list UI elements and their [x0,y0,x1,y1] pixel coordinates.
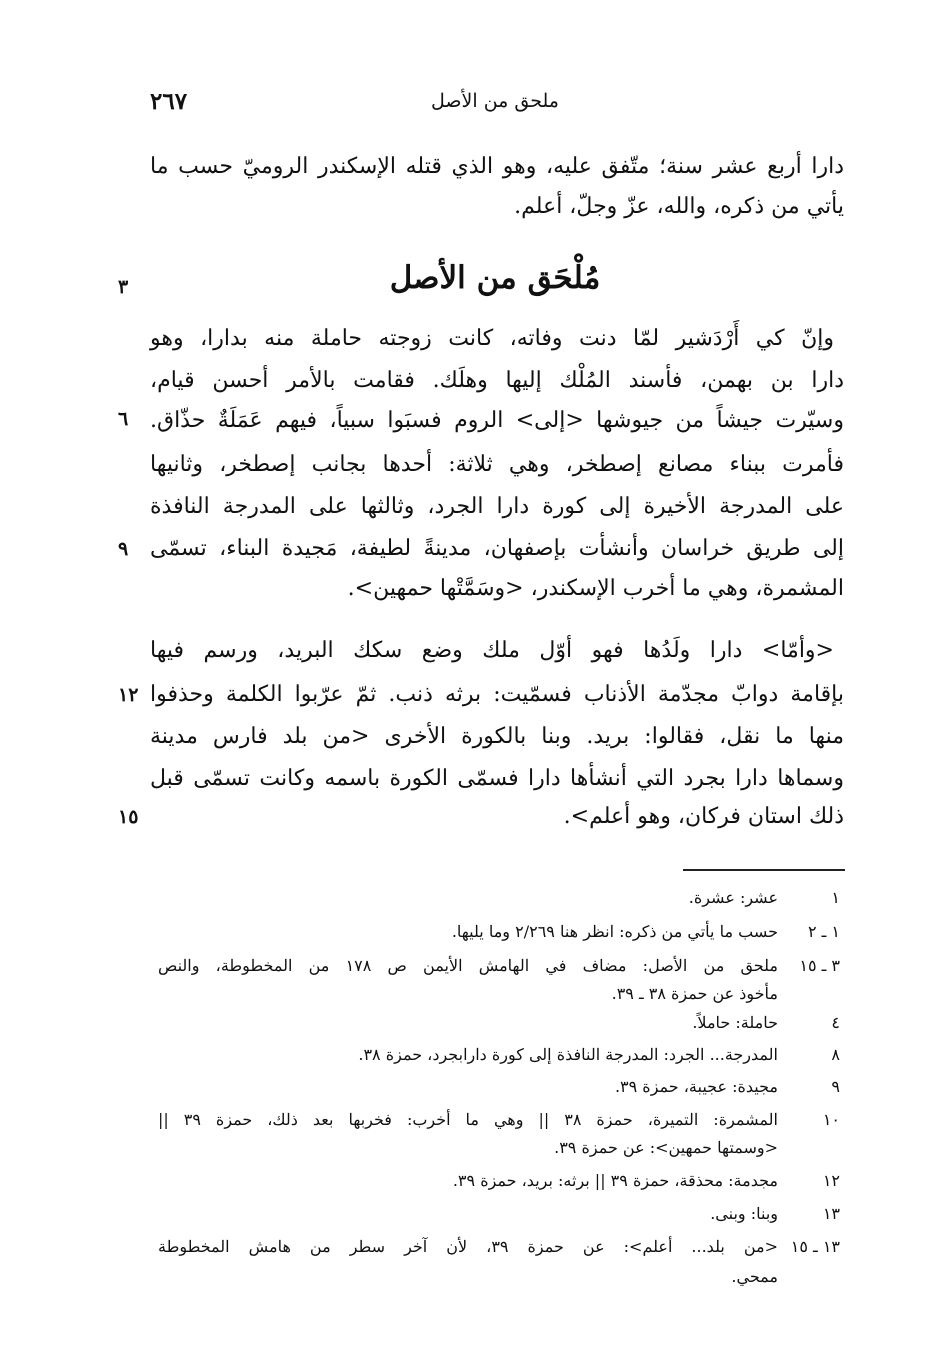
paragraph-line: وسيّرت جيشاً من جيوشها <إلى> الروم فسبَوا سبياً، فيهم عَمَلَةٌ حذّاق. [150,408,844,433]
running-header [150,88,840,122]
footnote-number: ١٠ [822,1110,840,1129]
footnote-text: المشمرة: التميرة، حمزة ٣٨ || وهي ما أخرب: فخربها بعد ذلك، حمزة ٣٩ || [158,1110,778,1129]
intro-line: يأتي من ذكره، والله، عزّ وجلّ، أعلم. [514,194,844,219]
footnote-number: ١٣ ـ ١٥ [790,1237,840,1256]
paragraph-line: منها ما نقل، فقالوا: بريد. وبنا بالكورة الأخرى <من بلد فارس مدينة [150,724,844,749]
footnote-text: وبنا: وبنى. [710,1204,778,1223]
footnote-text: مجيدة: عجيبة، حمزة ٣٩. [614,1077,778,1096]
footnote-number: ١ [831,888,840,907]
paragraph-line: بإقامة دوابّ مجدّمة الأذناب فسمّيت: برثه ذنب. ثمّ عرّبوا الكلمة وحذفوا [150,682,844,707]
footnote-text: المدرجة... الجرد: المدرجة النافذة إلى كورة دارابجرد، حمزة ٣٨. [358,1045,778,1064]
footnote [150,1040,840,1070]
footnote [150,951,840,981]
paragraph-line: المشمرة، وهي ما أخرب الإسكندر، <وسَمَّتْها حمهين>. [347,576,844,601]
page-number: ٢٦٧ [150,88,188,115]
footnote-number: ١ ـ ٢ [807,922,840,941]
footnote-separator [683,869,845,871]
paragraph-line: وسماها دارا بجرد التي أنشأها دارا فسمّى الكورة باسمه وكانت تسمّى قبل [150,766,844,791]
paragraph-line: إلى طريق خراسان وأنشأت بإصفهان، مدينةً لطيفة، مَجيدة البناء، تسمّى [150,536,844,561]
paragraph-line: فأمرت ببناء مصانع إصطخر، وهي ثلاثة: أحدها بجانب إصطخر، وثانيها [150,452,844,477]
footnote-number: ٤ [831,1013,840,1032]
footnote [150,883,840,913]
margin-line-number: ٦ [118,408,129,430]
footnote-text: حسب ما يأتي من ذكره: انظر هنا ٢/٢٦٩ وما يليها. [451,922,778,941]
footnote-text: ملحق من الأصل: مضاف في الهامش الأيمن ص ١٧٨ من المخطوطة، والنص [158,956,779,975]
footnote [150,1166,840,1196]
margin-line-number: ١٢ [118,684,139,706]
footnote-number: ١٢ [822,1171,840,1190]
intro-line: دارا أربع عشر سنة؛ متّفق عليه، وهو الذي قتله الإسكندر الروميّ حسب ما [150,154,844,179]
paragraph-line: <وأمّا> دارا ولَدُها فهو أوّل ملك وضع سكك البريد، ورسم فيها [150,638,834,663]
footnote-text: مجدمة: محذقة، حمزة ٣٩ || برثه: بريد، حمزة ٣٩. [452,1171,778,1190]
footnote-text: عشر: عشرة. [688,888,778,907]
margin-line-number: ٩ [118,538,129,560]
paragraph-line: على المدرجة الأخيرة إلى كورة دارا الجرد، وثالثها على المدرجة النافذة [150,494,844,519]
paragraph-line: ذلك استان فركان، وهو أعلم>. [563,804,844,829]
footnote-continuation: مأخوذ عن حمزة ٣٨ ـ ٣٩. [611,984,778,1003]
footnote [150,917,840,947]
margin-line-number: ١٥ [118,806,139,828]
footnote-text: حاملة: حاملاً. [692,1013,778,1032]
footnote [150,1008,840,1038]
footnote [150,1105,840,1135]
footnote-number: ٨ [831,1045,840,1064]
section-title: مُلْحَق من الأصل [389,260,601,296]
footnote-text: <من بلد... أعلم>: عن حمزة ٣٩، لأن آخر سطر من هامش المخطوطة [158,1237,778,1256]
footnote-continuation: ممحي. [731,1267,778,1286]
paragraph-line: وإنّ كي أَرْدَشير لمّا دنت وفاته، كانت زوجته حاملة منه بدارا، وهو [150,326,834,351]
running-title: ملحق من الأصل [431,90,559,112]
footnote-continuation: <وسمتها حمهين>: عن حمزة ٣٩. [554,1138,778,1157]
footnote-number: ١٣ [822,1204,840,1223]
footnote-number: ٣ ـ ١٥ [799,956,840,975]
footnote-number: ٩ [831,1077,840,1096]
footnote [150,1072,840,1102]
footnote [150,1199,840,1229]
footnote [150,1232,840,1262]
margin-line-number: ٣ [118,276,129,298]
paragraph-line: دارا بن بهمن، فأسند المُلْك إليها وهلَك. فقامت بالأمر أحسن قيام، [150,368,844,393]
